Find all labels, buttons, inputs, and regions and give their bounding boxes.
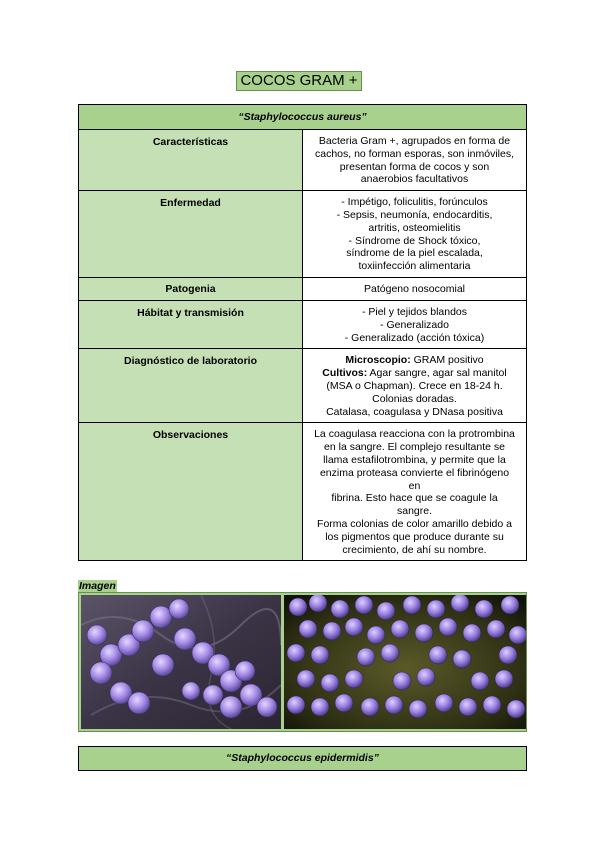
table-row [79, 423, 527, 561]
row-label-observaciones: Observaciones [79, 423, 303, 561]
row-label-caracteristicas: Características [79, 130, 303, 191]
table-row [79, 277, 527, 300]
row-label-patogenia: Patogenia [79, 277, 303, 300]
table-row [79, 191, 527, 278]
row-label-enfermedad: Enfermedad [79, 191, 303, 278]
row-value-observaciones: La coagulasa reacciona con la protrombina en la sangre. El complejo resultante se llama estafilotrombina, y permite que la enzima proteasa convierte el fibrinógeno en fibrina. Esto hace que se coagule la sangre. Forma colonias de color amarillo debido a los pigmentos que produce durante su crecimiento, de ahí su nombre. [303, 423, 527, 561]
table-row [79, 130, 527, 191]
image-section-label: Imagen [79, 580, 116, 592]
species-name-header: “Staphylococcus aureus” [79, 105, 527, 130]
table-row [79, 300, 527, 348]
page-title: COCOS GRAM + [236, 71, 362, 91]
table-row [79, 349, 527, 423]
row-label-diagnostico: Diagnóstico de laboratorio [79, 349, 303, 423]
row-label-habitat: Hábitat y transmisión [79, 300, 303, 348]
row-value-enfermedad: - Impétigo, foliculitis, forúnculos - Sepsis, neumonía, endocarditis, artritis, osteomielitis - Síndrome de Shock tóxico, síndrome de la piel escalada, toxiinfección alimentaria [303, 191, 527, 278]
row-value-habitat: - Piel y tejidos blandos - Generalizado - Generalizado (acción tóxica) [303, 300, 527, 348]
row-value-diagnostico: Microscopio: GRAM positivo Cultivos: Agar sangre, agar sal manitol (MSA o Chapman). Crece en 18-24 h. Colonias doradas. Catalasa, coagulasa y DNasa positiva [303, 349, 527, 423]
image-panel [78, 592, 527, 732]
row-value-caracteristicas: Bacteria Gram +, agrupados en forma de cachos, no forman esporas, son inmóviles, presentan forma de cocos y son anaerobios facultativos [303, 130, 527, 191]
micrograph-gram-image [284, 595, 526, 729]
species-name-header-2: “Staphylococcus epidermidis” [78, 746, 527, 771]
species-table [78, 104, 527, 561]
micrograph-sem-image [81, 595, 281, 729]
row-value-patogenia: Patógeno nosocomial [303, 277, 527, 300]
